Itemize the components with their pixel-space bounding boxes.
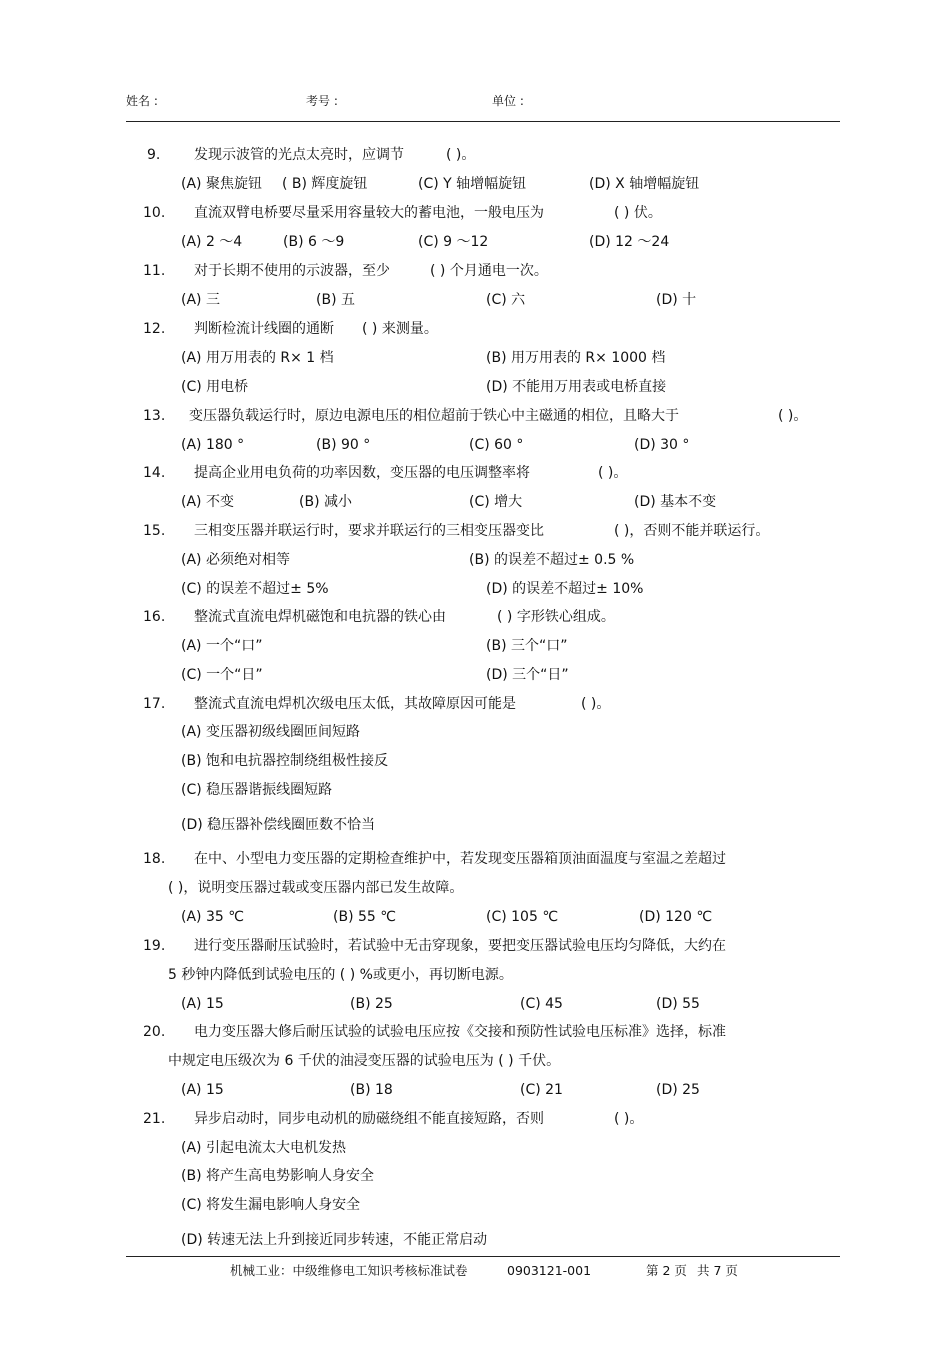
- option-a: (A) 35 ℃: [181, 909, 244, 925]
- question-number: 17.: [143, 696, 166, 712]
- question-number: 12.: [143, 321, 166, 337]
- answer-blank: ( )。: [778, 408, 808, 424]
- question-number: 10.: [143, 205, 166, 221]
- option-b: (B) 三个“口”: [486, 638, 568, 654]
- option-a: (A) 变压器初级线圈匝间短路: [181, 724, 360, 740]
- option-b: (B) 将产生高电势影响人身安全: [181, 1168, 374, 1184]
- header-rule: [126, 121, 840, 122]
- question-stem: 电力变压器大修后耐压试验的试验电压应按《交接和预防性试验电压标准》选择，标准: [194, 1024, 726, 1040]
- option-b: ( B) 辉度旋钮: [282, 176, 368, 192]
- option-c: (C) 105 ℃: [486, 909, 559, 925]
- option-a: (A) 必须绝对相等: [181, 552, 290, 568]
- question-number: 20.: [143, 1024, 166, 1040]
- name-label: 姓名 :: [126, 94, 158, 108]
- option-c: (C) 的误差不超过± 5%: [181, 581, 329, 597]
- option-c: (C) Y 轴增幅旋钮: [418, 176, 527, 192]
- footer-title: 机械工业：中级维修电工知识考核标准试卷: [230, 1263, 468, 1278]
- option-a: (A) 15: [181, 1082, 224, 1098]
- option-c: (C) 六: [486, 292, 526, 308]
- option-c: (C) 将发生漏电影响人身安全: [181, 1197, 361, 1213]
- page-number: 第 2 页: [646, 1263, 687, 1278]
- option-b: (B) 18: [350, 1082, 393, 1098]
- option-d: (D) X 轴增幅旋钮: [589, 176, 700, 192]
- question-number: 21.: [143, 1111, 166, 1127]
- question-stem-continued: 中规定电压级次为 6 千伏的油浸变压器的试验电压为 ( ) 千伏。: [168, 1053, 561, 1069]
- question-number: 16.: [143, 609, 166, 625]
- exam-number-label: 考号 :: [306, 94, 338, 108]
- answer-blank: ( ) 伏。: [614, 205, 662, 221]
- option-d: (D) 十: [656, 292, 697, 308]
- option-c: (C) 21: [520, 1082, 563, 1098]
- question-number: 18.: [143, 851, 166, 867]
- answer-blank: ( ) 来测量。: [362, 321, 438, 337]
- option-a: (A) 聚焦旋钮: [181, 176, 262, 192]
- option-d: (D) 55: [656, 996, 700, 1012]
- option-c: (C) 45: [520, 996, 563, 1012]
- option-a: (A) 15: [181, 996, 224, 1012]
- option-c: (C) 一个“日”: [181, 667, 263, 683]
- option-c: (C) 用电桥: [181, 379, 249, 395]
- footer-rule: [126, 1256, 840, 1257]
- option-b: (B) 90 °: [316, 437, 371, 453]
- option-a: (A) 用万用表的 R× 1 档: [181, 350, 334, 366]
- answer-blank: ( )。: [598, 465, 628, 481]
- question-stem: 直流双臂电桥要尽量采用容量较大的蓄电池，一般电压为: [194, 205, 544, 221]
- answer-blank: ( )。: [446, 147, 476, 163]
- answer-blank: ( )。: [614, 1111, 644, 1127]
- question-stem: 判断检流计线圈的通断: [194, 321, 334, 337]
- option-b: (B) 的误差不超过± 0.5 %: [469, 552, 635, 568]
- question-stem: 变压器负载运行时，原边电源电压的相位超前于铁心中主磁通的相位，且略大于: [189, 408, 679, 424]
- question-number: 11.: [143, 263, 166, 279]
- option-b: (B) 25: [350, 996, 393, 1012]
- answer-blank: ( )，否则不能并联运行。: [614, 523, 770, 539]
- option-a: (A) 一个“口”: [181, 638, 263, 654]
- option-a: (A) 180 °: [181, 437, 245, 453]
- option-d: (D) 不能用万用表或电桥直接: [486, 379, 667, 395]
- answer-blank: ( ) 字形铁心组成。: [497, 609, 615, 625]
- option-c: (C) 增大: [469, 494, 523, 510]
- question-number: 9.: [147, 147, 161, 163]
- question-number: 14.: [143, 465, 166, 481]
- option-d: (D) 基本不变: [634, 494, 717, 510]
- question-stem: 在中、小型电力变压器的定期检查维护中，若发现变压器箱顶油面温度与室温之差超过: [194, 851, 726, 867]
- unit-label: 单位 :: [492, 94, 524, 108]
- question-number: 13.: [143, 408, 166, 424]
- option-a: (A) 不变: [181, 494, 234, 510]
- option-a: (A) 2 ～4: [181, 234, 243, 250]
- option-b: (B) 五: [316, 292, 355, 308]
- option-d: (D) 三个“日”: [486, 667, 569, 683]
- question-stem: 整流式直流电焊机次级电压太低，其故障原因可能是: [194, 696, 516, 712]
- question-stem: 提高企业用电负荷的功率因数，变压器的电压调整率将: [194, 465, 530, 481]
- question-stem: 进行变压器耐压试验时，若试验中无击穿现象，要把变压器试验电压均匀降低，大约在: [194, 938, 726, 954]
- question-stem: 发现示波管的光点太亮时，应调节: [194, 147, 404, 163]
- option-c: (C) 稳压器谐振线圈短路: [181, 782, 333, 798]
- answer-blank: ( )。: [581, 696, 611, 712]
- question-stem: 整流式直流电焊机磁饱和电抗器的铁心由: [194, 609, 446, 625]
- option-a: (A) 三: [181, 292, 220, 308]
- option-b: (B) 55 ℃: [333, 909, 396, 925]
- question-stem-continued: ( )，说明变压器过载或变压器内部已发生故障。: [168, 880, 464, 896]
- question-stem-continued: 5 秒钟内降低到试验电压的 ( ) %或更小，再切断电源。: [168, 967, 513, 983]
- option-a: (A) 引起电流太大电机发热: [181, 1140, 346, 1156]
- question-number: 15.: [143, 523, 166, 539]
- question-stem: 对于长期不使用的示波器，至少: [194, 263, 390, 279]
- option-d: (D) 25: [656, 1082, 700, 1098]
- question-stem: 异步启动时，同步电动机的励磁绕组不能直接短路，否则: [194, 1111, 544, 1127]
- option-b: (B) 饱和电抗器控制绕组极性接反: [181, 753, 388, 769]
- option-b: (B) 6 ～9: [283, 234, 345, 250]
- answer-blank: ( ) 个月通电一次。: [430, 263, 548, 279]
- question-stem: 三相变压器并联运行时，要求并联运行的三相变压器变比: [194, 523, 544, 539]
- footer-code: 0903121-001: [507, 1263, 592, 1278]
- option-d: (D) 120 ℃: [639, 909, 713, 925]
- option-d: (D) 稳压器补偿线圈匝数不恰当: [181, 817, 376, 833]
- question-number: 19.: [143, 938, 166, 954]
- option-d: (D) 转速无法上升到接近同步转速，不能正常启动: [181, 1232, 488, 1248]
- option-c: (C) 9 ～12: [418, 234, 489, 250]
- option-b: (B) 用万用表的 R× 1000 档: [486, 350, 666, 366]
- option-d: (D) 的误差不超过± 10%: [486, 581, 644, 597]
- option-b: (B) 减小: [299, 494, 352, 510]
- option-d: (D) 30 °: [634, 437, 690, 453]
- option-d: (D) 12 ～24: [589, 234, 670, 250]
- total-pages: 共 7 页: [697, 1263, 738, 1278]
- option-c: (C) 60 °: [469, 437, 524, 453]
